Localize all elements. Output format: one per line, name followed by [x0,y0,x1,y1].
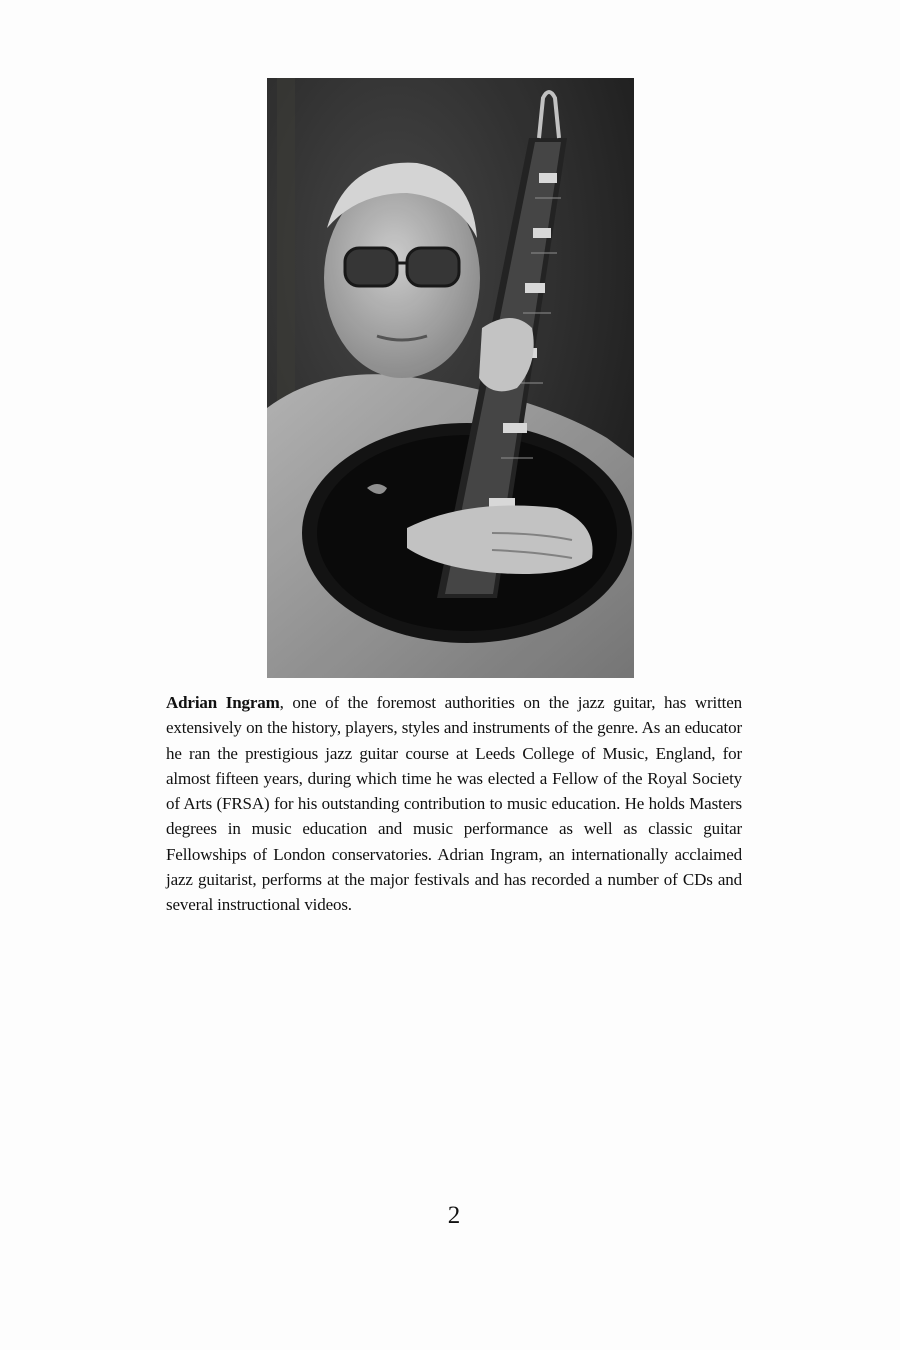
author-bio-text: , one of the foremost authorities on the jazz guitar, has written extensively on the history, players, styles and instruments of the genre. As an educator he ran the prestigious jazz guitar course at Leeds College of Music, England, for almost fifteen years, during which time he was elected a Fellow of the Royal Society of Arts (FRSA) for his outstanding contribution to music education. He holds Masters degrees in music education and music performance as well as classic guitar Fellowships of London conservatories. Adrian Ingram, an internationally acclaimed jazz guitarist, performs at the major festivals and has recorded a number of CDs and several instructional videos. [166,693,742,915]
page-number: 2 [447,1202,461,1229]
author-name: Adrian Ingram [166,693,280,712]
man-with-guitar-photo [267,78,634,678]
author-photo [267,78,634,678]
author-bio [166,690,742,918]
